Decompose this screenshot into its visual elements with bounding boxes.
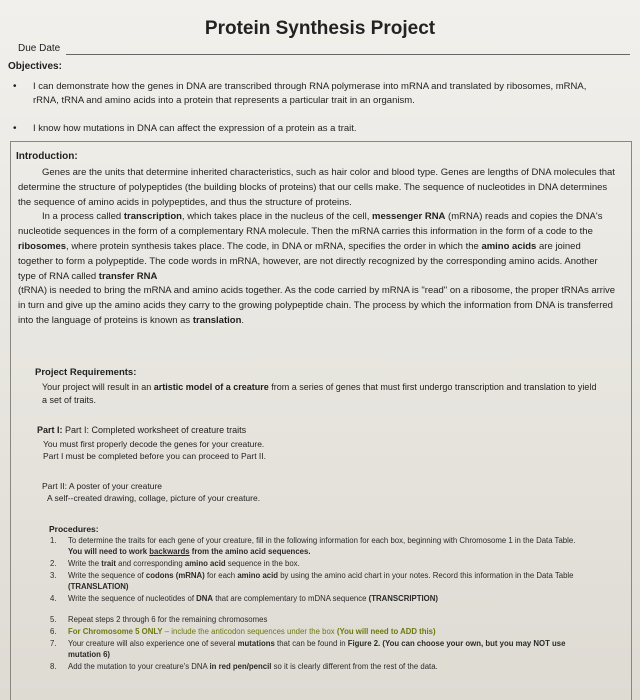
procedures-list: [50, 535, 590, 673]
bullet-icon: •: [13, 81, 17, 92]
procedure-step: 2. Write the trait and corresponding amino acid sequence in the box.: [50, 559, 300, 568]
procedures-heading: Procedures:: [49, 524, 99, 534]
procedure-step: 8. Add the mutation to your creature's DNA in red pen/pencil so it is clearly different from the rest of the data.: [50, 662, 438, 671]
page-title: Protein Synthesis Project: [204, 18, 436, 39]
objective-item: [13, 122, 593, 136]
objective-text: I know how mutations in DNA can affect the expression of a protein as a trait.: [33, 123, 357, 134]
part2-line1: A self--created drawing, collage, picture of your creature.: [47, 493, 261, 503]
bullet-icon: •: [13, 123, 17, 134]
procedure-step: 1. To determine the traits for each gene of your creature, fill in the following information for each box, beginning with Chromosome 1 in the Data Table. You will need to work backwards from the amino acid sequences.: [50, 536, 576, 556]
objective-text: I can demonstrate how the genes in DNA are transcribed through RNA polymerase into mRNA and translated by ribosomes, mRNA, rRNA, tRNA and amino acids into a protein that represents a particular trait in an organism.: [33, 81, 587, 106]
requirements-heading: Project Requirements:: [35, 367, 137, 378]
part2-heading: Part II: A poster of your creature: [42, 481, 163, 491]
introduction-heading: Introduction:: [16, 151, 78, 162]
intro-paragraph-1: Genes are the units that determine inherited characteristics, such as hair color and blood type. Genes are lengths of DNA molecules that determine the structure of polypeptides (the building blocks of proteins) that our cells make. The sequence of nucleotides in DNA determines the sequence of amino acids in polypeptides, and thus the structure of proteins.: [18, 167, 615, 208]
part1-line2: Part I must be completed before you can proceed to Part II.: [43, 451, 267, 461]
part1-body: [43, 438, 563, 462]
procedure-step: 3. Write the sequence of codons (mRNA) for each amino acid by using the amino acid chart in your notes. Record this information in the Data Table (TRANSLATION): [50, 571, 574, 591]
procedure-step: 6. For Chromosome 5 ONLY – include the anticodon sequences under the box (You will need to ADD this): [50, 627, 436, 636]
procedure-step: 4. Write the sequence of nucleotides of DNA that are complementary to mDNA sequence (TRANSCRIPTION): [50, 594, 438, 603]
objectives-heading: Objectives:: [8, 61, 62, 72]
procedure-step: 7. Your creature will also experience one of several mutations that can be found in Figure 2. (You can choose your own, but you may NOT use mutation 6): [50, 639, 566, 659]
objective-item: [13, 80, 593, 108]
requirements-text: Your project will result in an artistic model of a creature from a series of genes that must first undergo transcription and translation to yield a set of traits.: [42, 382, 597, 405]
intro-paragraph-2: In a process called transcription, which takes place in the nucleus of the cell, messenger RNA (mRNA) reads and copies the DNA's nucleotide sequences in the form of a complementary RNA molecule. Then the mRNA carries this information in the form of a code to the ribosomes, where protein synthesis takes place. The code, in DNA or mRNA, specifies the order in which the amino acids are joined together to form a polypeptide. The code words in mRNA, however, are not directly recognized by the corresponding amino acids. Another type of RNA called transfer RNA (tRNA) is needed to bring the mRNA and amino acids together. As the code carried by mRNA is "read" on a ribosome, the proper tRNAs arrive in turn and give up the amino acids they carry to the growing polypeptide chain. The process by which the information from DNA is transferred into the language of proteins is known as translation.: [18, 211, 616, 326]
part1-heading: Part I: Part I: Completed worksheet of creature traits: [37, 425, 247, 435]
due-date-label: Due Date: [18, 43, 61, 54]
procedure-step: 5. Repeat steps 2 through 6 for the remaining chromosomes: [50, 615, 268, 624]
introduction-body: [18, 166, 618, 329]
due-date-line: [66, 54, 630, 55]
part1-line1: You must first properly decode the genes for your creature.: [43, 439, 265, 449]
